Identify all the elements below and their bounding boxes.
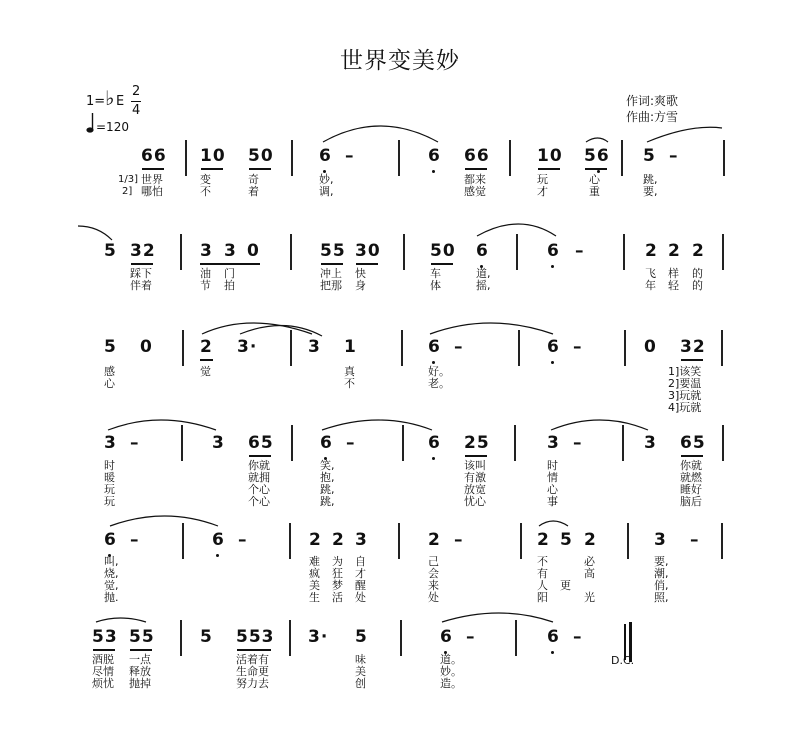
note: 50 [248,146,274,166]
bar-line [402,425,404,461]
lyric: 潮, [654,567,669,580]
da-capo-mark: D.C. [611,654,635,667]
bar-line [520,523,522,559]
lyric: 忧心 [464,495,486,508]
note: 10 [200,146,226,166]
dash: – [573,337,583,357]
note: 55 [320,241,346,261]
note: 0 [247,241,260,261]
lyric: 光 [584,591,595,604]
lyric: 你就 [248,459,270,472]
slur-arc [240,325,322,336]
lyric: 感觉 [464,185,486,198]
bar-line [723,140,725,176]
time-numerator: 2 [132,84,141,99]
note: 553 [236,627,275,647]
bar-line [622,425,624,461]
note: 53 [92,627,118,647]
lyric: 心 [547,483,558,496]
low-octave-dot [432,170,435,173]
time-denominator: 4 [132,103,141,118]
underline [681,455,703,457]
low-octave-dot [551,361,554,364]
lyric: 调, [319,185,334,198]
slur-arc [430,323,553,334]
bar-line [398,523,400,559]
lyric: 自 [355,555,366,568]
lyric: 才 [537,185,548,198]
lyric: 睡好 [680,483,702,496]
bar-line [182,523,184,559]
note: 0 [644,337,657,357]
dash: – [690,530,700,550]
note: 6 [212,530,225,550]
bar-line [516,234,518,270]
note: 66 [464,146,490,166]
lyricist-credit: 作词:爽歌 [626,94,679,108]
quarter-note-icon [86,112,94,134]
lyric: 妙。 [440,665,462,678]
note: 0 [140,337,153,357]
bar-line [180,234,182,270]
lyric: 感 [104,365,115,378]
note: 1 [344,337,357,357]
lyric: 活 [332,591,343,604]
underline [585,168,607,170]
lyric: 真 [344,365,355,378]
note: 32 [130,241,156,261]
lyric: 放宽 [464,483,486,496]
lyric: 酒脱 [92,653,114,666]
lyric: 会 [428,567,439,580]
lyric: 门 [224,267,235,280]
underline [431,263,453,265]
slur-arc [647,127,722,142]
lyric: 烦忧 [92,677,114,690]
low-octave-dot [216,554,219,557]
key-letter: E [116,94,125,109]
underline [131,263,153,265]
verse-label: 1/3] [118,174,138,185]
lyric: 努力去 [236,677,269,690]
lyric: 疯 [309,567,320,580]
note: 66 [141,146,167,166]
dash: – [573,433,583,453]
slur-arc [96,618,146,622]
underline [130,649,152,651]
lyric: 哪怕 [141,185,163,198]
note: 6 [319,146,332,166]
lyric: 脑后 [680,495,702,508]
lyric: 就拥 [248,471,270,484]
lyric: 的 [692,279,703,292]
lyric: 烧, [104,567,119,580]
dash: – [466,627,476,647]
note: 30 [355,241,381,261]
lyric: 尽情 [92,665,114,678]
lyric: 该叫 [464,459,486,472]
note: 2 [428,530,441,550]
lyric: 不 [200,185,211,198]
note: 3 [355,530,368,550]
underline [465,455,487,457]
key-signature [86,84,156,140]
lyric: 好。 [428,365,450,378]
note: 3 [104,433,117,453]
lyric: 狂 [332,567,343,580]
bar-line [291,425,293,461]
note: 32 [680,337,706,357]
lyric: 抛掉 [129,677,151,690]
lyric: 美 [309,579,320,592]
note: 6 [320,433,333,453]
dash: – [669,146,679,166]
dash: – [454,337,464,357]
bar-line [515,620,517,656]
verse-label: 2] [122,186,133,197]
lyric: 身 [355,279,366,292]
lyric: 拍 [224,279,235,292]
lyric: 才 [355,567,366,580]
lyric: 释放 [129,665,151,678]
lyric: 处 [428,591,439,604]
lyric: 快 [355,267,366,280]
lyric: 美 [355,665,366,678]
lyric: 道。 [440,653,462,666]
pickup-lyric: 4]玩就 [668,401,702,414]
lyric: 冲上 [320,267,342,280]
lyric: 的 [692,267,703,280]
lyric: 跳, [320,495,335,508]
lyric: 跳, [320,483,335,496]
lyric: 个心 [248,483,270,496]
bar-line [509,140,511,176]
note: 55 [129,627,155,647]
lyric: 伴着 [130,279,152,292]
lyric: 为 [332,555,343,568]
lyric: 生 [309,591,320,604]
low-octave-dot [432,361,435,364]
bar-line [722,425,724,461]
note: 3· [308,627,329,647]
dash: – [346,433,356,453]
bar-line [182,330,184,366]
note: 3 [212,433,225,453]
lyric: 就燃 [680,471,702,484]
slur-arc [202,323,312,334]
underline [681,359,703,361]
lyric: 时 [104,459,115,472]
lyric: 飞 [645,267,656,280]
lyric: 事 [547,495,558,508]
lyric: 心 [589,173,600,186]
lyric: 节 [200,279,211,292]
lyric: 要, [654,555,669,568]
pickup-lyric: 3]玩就 [668,389,702,402]
note: 3 [308,337,321,357]
lyric: 味 [355,653,366,666]
pickup-lyric: 2]要温 [668,377,702,390]
pickup-lyric: 1]该笑 [668,365,702,378]
lyric: 一点 [129,653,151,666]
bar-line [181,425,183,461]
slur-arc [110,516,218,526]
note: 65 [248,433,274,453]
lyric: 抱, [320,471,335,484]
low-octave-dot [551,651,554,654]
lyric: 有激 [464,471,486,484]
lyric: 梦 [332,579,343,592]
note: 65 [680,433,706,453]
lyric: 妙, [319,173,334,186]
lyric: 情 [547,471,558,484]
lyric: 抛. [104,591,119,604]
underline [538,168,560,170]
low-octave-dot [432,457,435,460]
note: 5 [560,530,573,550]
lyric: 心 [104,377,115,390]
note: 6 [547,241,560,261]
underline [93,649,115,651]
lyric: 俏, [654,579,669,592]
lyric: 个心 [248,495,270,508]
note: 5 [104,241,117,261]
lyric: 不 [537,555,548,568]
lyric: 着 [248,185,259,198]
underline [356,263,378,265]
note: 2 [309,530,322,550]
bar-line [401,330,403,366]
lyric: 年 [645,279,656,292]
lyric: 踩下 [130,267,152,280]
lyric: 己 [428,555,439,568]
dash: – [130,433,140,453]
underline [200,359,213,361]
bar-line [291,140,293,176]
lyric: 不 [344,377,355,390]
lyric: 样 [668,267,679,280]
composer-credit: 作曲:方雪 [626,110,679,124]
bar-line [514,425,516,461]
slur-arc [322,420,432,430]
note: 3 [654,530,667,550]
lyric: 摇, [476,279,491,292]
lyric: 奇 [248,173,259,186]
slur-arc [323,126,438,142]
lyric: 人 [537,579,548,592]
bar-line [721,330,723,366]
note: 2 [692,241,705,261]
lyric: 有 [537,567,548,580]
note: 2 [584,530,597,550]
lyric: 生命更 [236,665,269,678]
lyric: 叫, [104,555,119,568]
bar-line [621,140,623,176]
lyric: 觉 [200,365,211,378]
lyric: 阳 [537,591,548,604]
underline [142,168,164,170]
note: 5 [200,627,213,647]
dash: – [345,146,355,166]
slur-arc [551,420,648,430]
lyric: 高 [584,567,595,580]
underline [249,455,271,457]
lyric: 处 [355,591,366,604]
note: 6 [104,530,117,550]
time-fraction-line [131,101,141,102]
lyric: 要, [643,185,658,198]
bar-line [180,620,182,656]
lyric: 跳, [643,173,658,186]
dash: – [238,530,248,550]
slur-arc [539,521,568,526]
lyric: 必 [584,555,595,568]
underline [200,263,260,265]
tempo-value: =120 [96,120,129,134]
bar-line [398,140,400,176]
bar-line [518,330,520,366]
lyric: 把那 [320,279,342,292]
dash: – [573,627,583,647]
lyric: 道, [476,267,491,280]
bar-line [185,140,187,176]
lyric: 笑, [320,459,335,472]
note: 2 [668,241,681,261]
slur-arc [586,138,608,142]
slur-arc [442,613,553,622]
note: 5 [355,627,368,647]
bar-line [289,620,291,656]
lyric: 你就 [680,459,702,472]
note: 6 [428,146,441,166]
lyric: 时 [547,459,558,472]
note: 2 [200,337,213,357]
note: 3 [644,433,657,453]
lyric: 玩 [104,495,115,508]
underline [201,168,223,170]
note: 3· [237,337,258,357]
underline [321,263,343,265]
lyric: 车 [430,267,441,280]
lyric: 玩 [104,483,115,496]
song-title: 世界变美妙 [340,48,460,74]
note: 6 [476,241,489,261]
note: 2 [645,241,658,261]
note: 5 [643,146,656,166]
lyric: 玩 [537,173,548,186]
bar-line [400,620,402,656]
note: 56 [584,146,610,166]
lyric: 世界 [141,173,163,186]
underline [237,649,271,651]
note: 6 [440,627,453,647]
lyric: 油 [200,267,211,280]
note: 2 [332,530,345,550]
underline [249,168,271,170]
bar-line [290,234,292,270]
note: 6 [428,337,441,357]
low-octave-dot [551,265,554,268]
lyric: 轻 [668,279,679,292]
bar-line [721,523,723,559]
lyric: 觉, [104,579,119,592]
bar-line [624,330,626,366]
bar-line [627,523,629,559]
lyric: 活着有 [236,653,269,666]
note: 3 [547,433,560,453]
lyric: 醒 [355,579,366,592]
dash: – [454,530,464,550]
slur-arc [78,226,112,240]
lyric: 暖 [104,471,115,484]
underline [465,168,487,170]
lyric: 体 [430,279,441,292]
note: 5 [104,337,117,357]
note: 3 [224,241,237,261]
lyric: 变 [200,173,211,186]
bar-line [722,234,724,270]
note: 10 [537,146,563,166]
lyric: 创 [355,677,366,690]
note: 50 [430,241,456,261]
dash: – [130,530,140,550]
bar-line [289,523,291,559]
note: 6 [428,433,441,453]
note: 25 [464,433,490,453]
flat-sign: ♭ [105,86,115,110]
key-do-label: 1= [86,94,106,109]
lyric: 都来 [464,173,486,186]
bar-line [623,234,625,270]
bar-line [290,330,292,366]
bar-line [403,234,405,270]
note: 6 [547,337,560,357]
lyric: 来 [428,579,439,592]
note: 2 [537,530,550,550]
lyric: 更 [560,579,571,592]
lyric: 重 [589,185,600,198]
slur-arc [108,420,216,430]
note: 6 [547,627,560,647]
dash: – [575,241,585,261]
note: 3 [200,241,213,261]
lyric: 难 [309,555,320,568]
lyric: 老。 [428,377,450,390]
lyric: 照, [654,591,669,604]
lyric: 造。 [440,677,462,690]
